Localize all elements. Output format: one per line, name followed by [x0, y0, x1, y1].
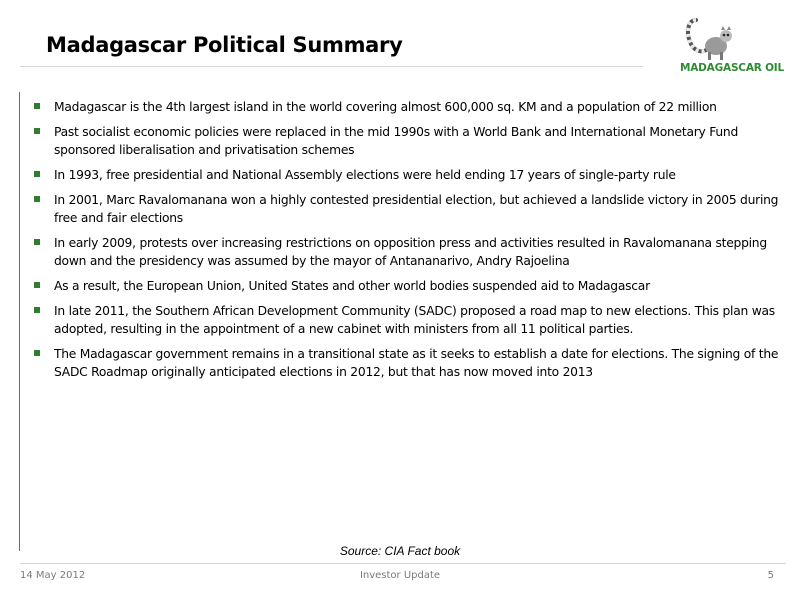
square-bullet-icon [34, 196, 40, 202]
list-item [34, 191, 786, 227]
slide-title: Madagascar Political Summary [46, 33, 403, 57]
square-bullet-icon [34, 307, 40, 313]
source-note: Source: CIA Fact book [339, 544, 461, 558]
title-divider [20, 66, 643, 67]
left-accent-rule [19, 92, 20, 551]
list-item [34, 277, 786, 295]
bullet-text: As a result, the European Union, United States and other world bodies suspended aid to Madagascar [54, 279, 650, 293]
bullet-text: In 1993, free presidential and National Assembly elections were held ending 17 years of single-party rule [54, 168, 676, 182]
bullet-text: The Madagascar government remains in a transitional state as it seeks to establish a date for elections. The signing of the SADC Roadmap originally anticipated elections in 2012, but that has now moved into 2013 [54, 347, 779, 379]
list-item [34, 98, 786, 116]
bullet-text: Madagascar is the 4th largest island in the world covering almost 600,000 sq. KM and a population of 22 million [54, 100, 717, 114]
square-bullet-icon [34, 282, 40, 288]
list-item [34, 345, 786, 381]
logo-text: MADAGASCAR OIL [679, 62, 785, 74]
footer-divider [20, 563, 786, 564]
square-bullet-icon [34, 103, 40, 109]
company-logo [676, 14, 788, 74]
lemur-icon [676, 14, 788, 64]
bullet-text: In 2001, Marc Ravalomanana won a highly contested presidential election, but achieved a landslide victory in 2005 during free and fair elections [54, 193, 779, 225]
bullet-text: In late 2011, the Southern African Development Community (SADC) proposed a road map to new elections. This plan was adopted, resulting in the appointment of a new cabinet with ministers from all 11 political parties. [54, 304, 775, 336]
bullet-text: In early 2009, protests over increasing restrictions on opposition press and activities resulted in Ravalomanana stepping down and the presidency was assumed by the mayor of Antananarivo, Andry Rajoelina [54, 236, 767, 268]
footer-title: Investor Update [359, 570, 441, 581]
list-item [34, 302, 786, 338]
list-item [34, 234, 786, 270]
bullet-text: Past socialist economic policies were replaced in the mid 1990s with a World Bank and International Monetary Fund sponsored liberalisation and privatisation schemes [54, 125, 739, 157]
page-number: 5 [767, 570, 774, 581]
bullet-list [34, 98, 786, 388]
square-bullet-icon [34, 350, 40, 356]
square-bullet-icon [34, 171, 40, 177]
square-bullet-icon [34, 239, 40, 245]
footer-date: 14 May 2012 [20, 570, 86, 581]
list-item [34, 166, 786, 184]
list-item [34, 123, 786, 159]
square-bullet-icon [34, 128, 40, 134]
